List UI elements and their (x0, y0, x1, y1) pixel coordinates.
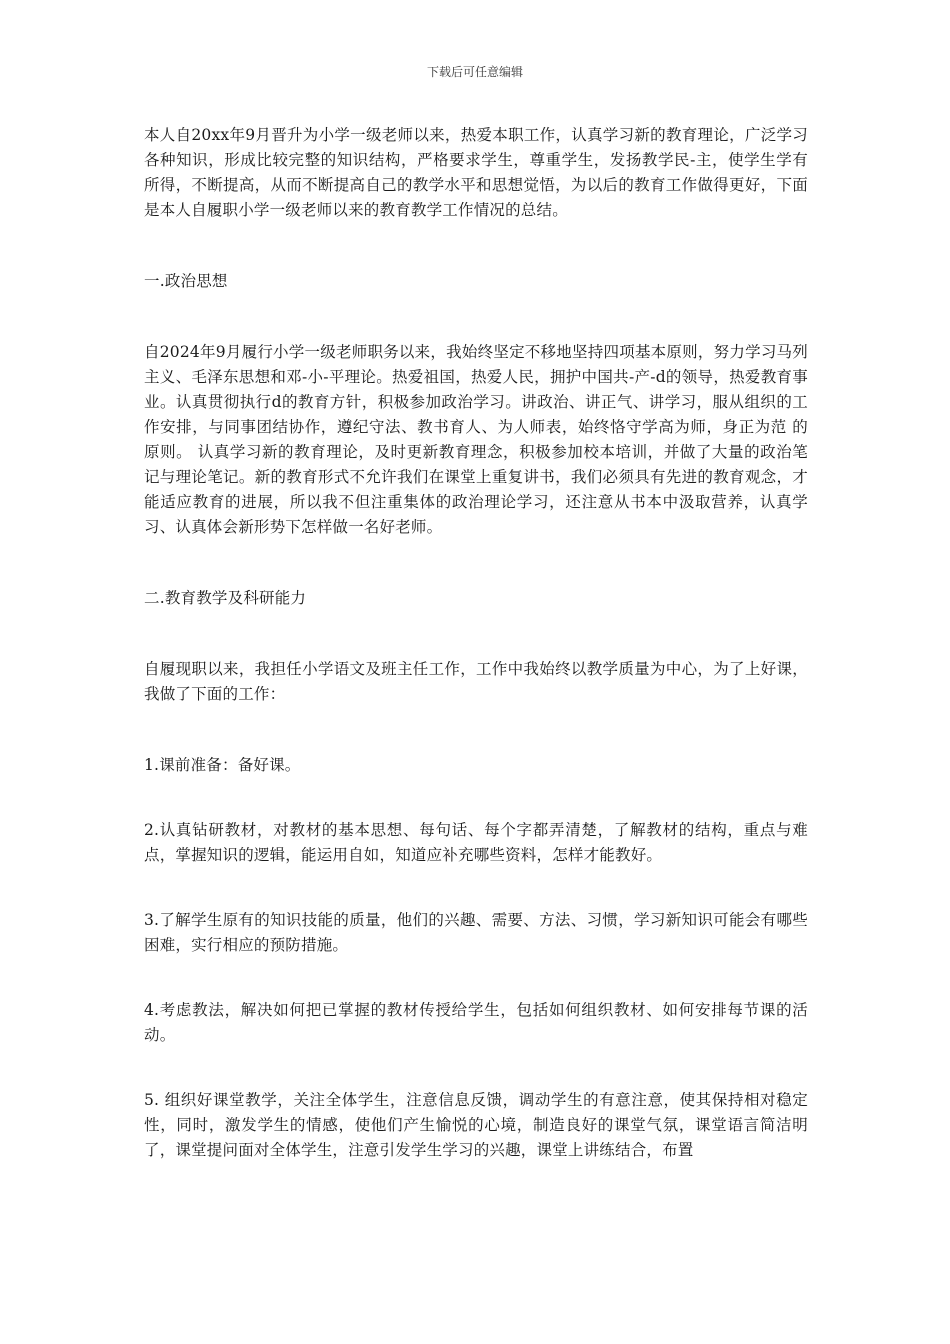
politics-paragraph: 自2024年9月履行小学一级老师职务以来，我始终坚定不移地坚持四项基本原则，努力学习马列主义、毛泽东思想和邓-小-平理论。热爱祖国，热爱人民，拥护中国共-产-d的领导，热爱教育事业。认真贯彻执行d的教育方针，积极参加政治学习。讲政治、讲正气、讲学习，服从组织的工作安排，与同事团结协作，遵纪守法、教书育人、为人师表，始终恪守学高为师，身正为范 的原则。 认真学习新的教育理论，及时更新教育理念，积极参加校本培训，并做了大量的政治笔记与理论笔记。新的教育形式不允许我们在课堂上重复讲书，我们必须具有先进的教育观念，才能适应教育的进展，所以我不但注重集体的政治理论学习，还注意从书本中汲取营养，认真学习、认真体会新形势下怎样做一名好老师。 (144, 343, 808, 536)
section-heading-teaching: 二.教育教学及科研能力 (144, 589, 307, 607)
list-item: 3.了解学生原有的知识技能的质量，他们的兴趣、需要、方法、习惯，学习新知识可能会有哪些困难，实行相应的预防措施。 (144, 911, 808, 954)
list-item: 2.认真钻研教材，对教材的基本思想、每句话、每个字都弄清楚，了解教材的结构，重点与难点，掌握知识的逻辑，能运用自如，知道应补充哪些资料，怎样才能教好。 (144, 821, 808, 864)
section-heading-politics: 一.政治思想 (144, 272, 228, 290)
page-header-note: 下载后可任意编辑 (426, 65, 523, 79)
intro-paragraph: 本人自20xx年9月晋升为小学一级老师以来，热爱本职工作，认真学习新的教育理论，广泛学习各种知识，形成比较完整的知识结构，严格要求学生，尊重学生，发扬教学民-主，使学生学有所得，不断提高，从而不断提高自己的教学水平和思想觉悟，为以后的教育工作做得更好，下面是本人自履职小学一级老师以来的教育教学工作情况的总结。 (144, 126, 808, 219)
list-item: 5. 组织好课堂教学，关注全体学生，注意信息反馈，调动学生的有意注意，使其保持相对稳定性，同时，激发学生的情感，使他们产生愉悦的心境，制造良好的课堂气氛，课堂语言简洁明了，课堂提问面对全体学生，注意引发学生学习的兴趣，课堂上讲练结合，布置 (144, 1091, 808, 1159)
document-body (144, 123, 808, 1163)
teaching-intro-paragraph: 自履现职以来，我担任小学语文及班主任工作，工作中我始终以教学质量为中心，为了上好课，我做了下面的工作： (144, 660, 808, 703)
list-item: 1.课前准备：备好课。 (144, 756, 301, 774)
list-item: 4.考虑教法，解决如何把已掌握的教材传授给学生，包括如何组织教材、如何安排每节课的活动。 (144, 1001, 808, 1044)
